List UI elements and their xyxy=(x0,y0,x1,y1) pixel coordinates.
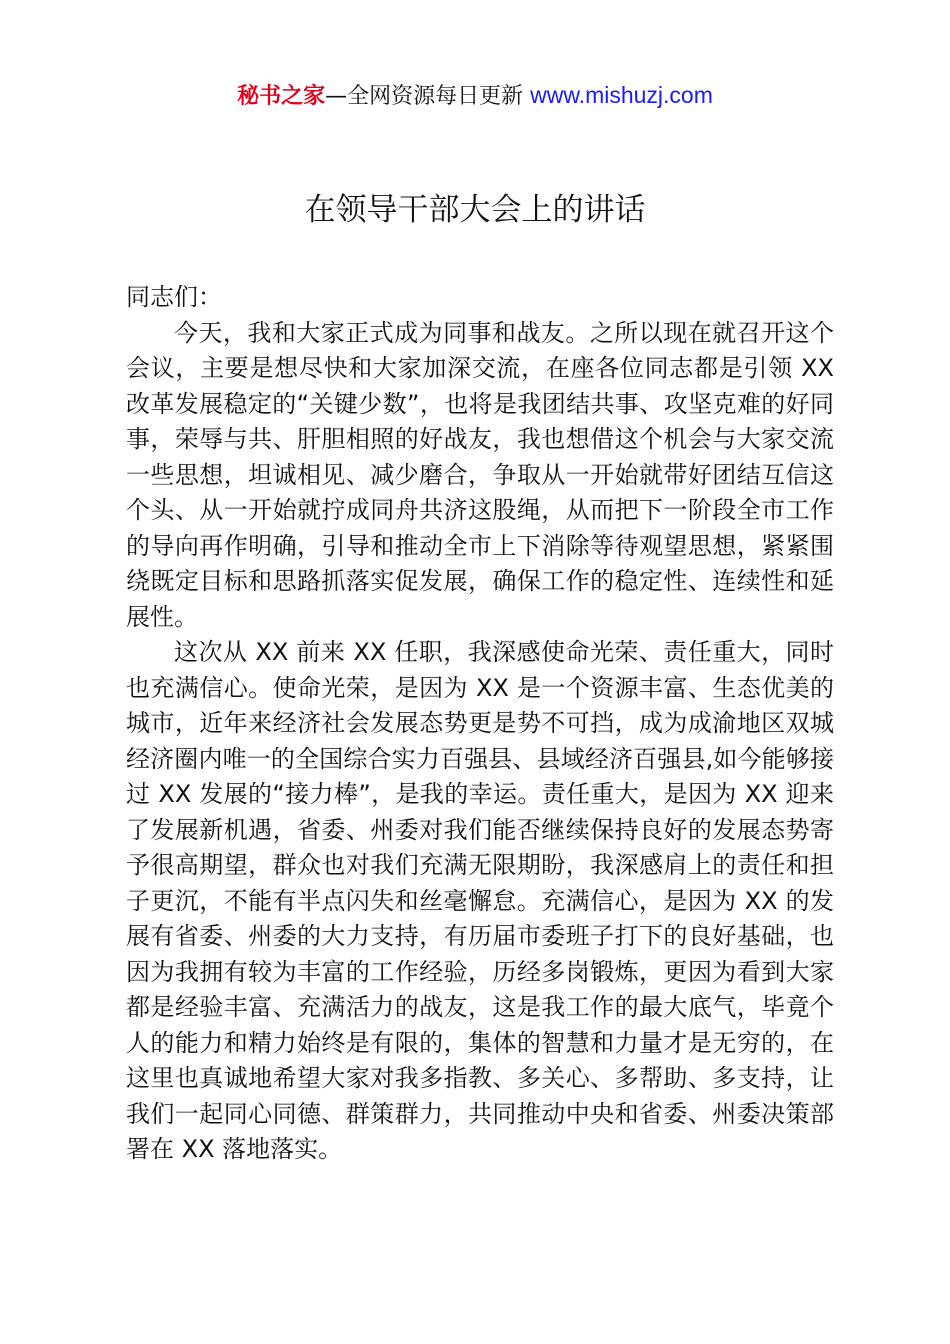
document-title: 在领导干部大会上的讲话 xyxy=(304,192,646,228)
brand-name: 秘书之家 xyxy=(237,84,326,109)
document-body xyxy=(126,280,834,1168)
paragraph-1: 今天，我和大家正式成为同事和战友。之所以现在就召开这个会议，主要是想尽快和大家加深交流，在座各位同志都是引领 XX 改革发展稳定的“关键少数”，也将是我团结共事、攻坚克难的好同事，荣辱与共、肝胆相照的好战友，我也想借这个机会与大家交流一些思想，坦诚相见、减少磨合，争取从一开始就带好团结互信这个头、从一开始就拧成同舟共济这股绳，从而把下一阶段全市工作的导向再作明确，引导和推动全市上下消除等待观望思想，紧紧围绕既定目标和思路抓落实促发展，确保工作的稳定性、连续性和延展性。 xyxy=(126,318,834,631)
site-url-link[interactable]: www.mishuzj.com xyxy=(530,82,713,108)
paragraph-2: 这次从 XX 前来 XX 任职，我深感使命光荣、责任重大，同时也充满信心。使命光荣，是因为 XX 是一个资源丰富、生态优美的城市，近年来经济社会发展态势更是势不可挡，成为成渝地区双城经济圈内唯一的全国综合实力百强县、县域经济百强县,如今能够接过 XX 发展的“接力棒”，是我的幸运。责任重大，是因为 XX 迎来了发展新机遇，省委、州委对我们能否继续保持良好的发展态势寄予很高期望，群众也对我们充满无限期盼，我深感肩上的责任和担子更沉，不能有半点闪失和丝毫懈怠。充满信心，是因为 XX 的发展有省委、州委的大力支持，有历届市委班子打下的良好基础，也因为我拥有较为丰富的工作经验，历经多岗锻炼，更因为看到大家都是经验丰富、充满活力的战友，这是我工作的最大底气，毕竟个人的能力和精力始终是有限的，集体的智慧和力量才是无穷的，在这里也真诚地希望大家对我多指教、多关心、多帮助、多支持，让我们一起同心同德、群策群力，共同推动中央和省委、州委决策部署在 XX 落地落实。 xyxy=(126,638,834,1163)
salutation: 同志们： xyxy=(126,283,222,311)
header-tagline: —全网资源每日更新 xyxy=(325,84,531,109)
site-header xyxy=(0,80,950,112)
